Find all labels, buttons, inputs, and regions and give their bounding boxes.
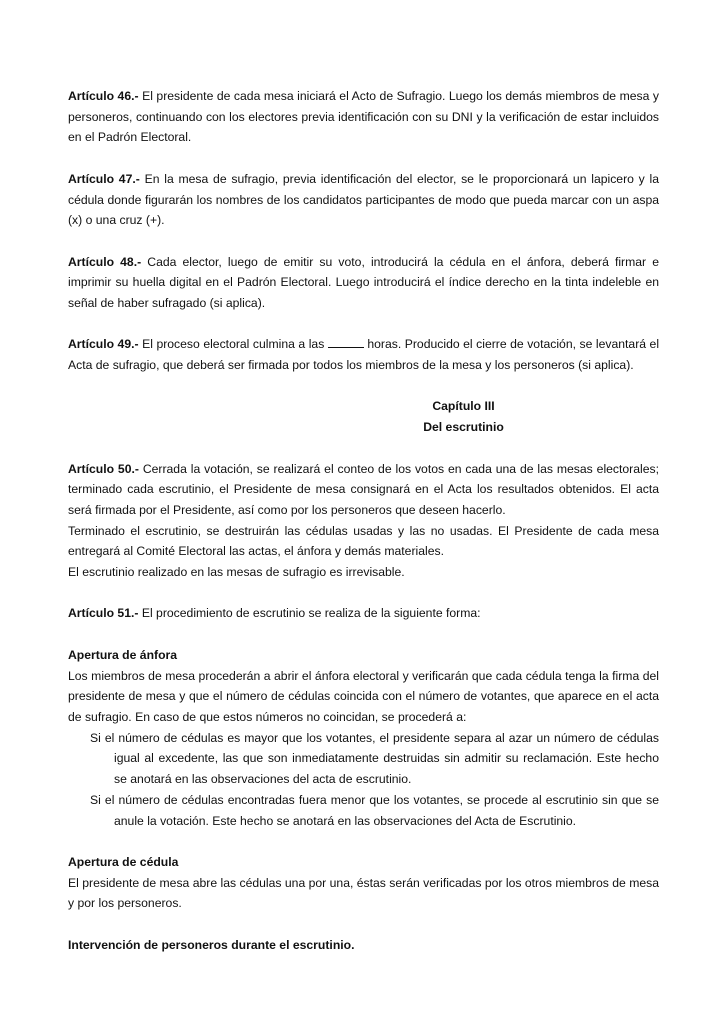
apertura-cedula-text: El presidente de mesa abre las cédulas una por una, éstas serán verificadas por los otros miembros de mesa y por los personeros. [68, 875, 659, 911]
apertura-anfora-bullet-1-text: Si el número de cédulas es mayor que los votantes, el presidente separa al azar un número de cédulas igual al excedente, las que son inmediatamente destruidas sin admitir su reclamación. Este hecho se anotará en las observaciones del acta de escrutinio. [90, 730, 659, 787]
apertura-cedula-heading: Apertura de cédula [68, 854, 179, 869]
chapter-title: Del escrutinio [423, 420, 504, 435]
article-50-line-3: El escrutinio realizado en las mesas de sufragio es irrevisable. [68, 565, 405, 580]
article-46-text: El presidente de cada mesa iniciará el Acto de Sufragio. Luego los demás miembros de mesa y personeros, continuando con los electores previa identificación con su DNI y la verificación de estar incluidos en el Padrón Electoral. [68, 89, 659, 145]
article-48-text: Cada elector, luego de emitir su voto, introducirá la cédula en el ánfora, deberá firmar e imprimir su huella digital en el Padrón Electoral. Luego introducirá el índice derecho en la tinta indeleble en señal de haber sufragado (si aplica). [68, 254, 659, 310]
article-50-label: Artículo 50.- [68, 461, 139, 476]
article-50-text-1: Cerrada la votación, se realizará el conteo de los votos en cada una de las mesas electorales; terminado cada escrutinio, el Presidente de mesa consignará en el Acta los resultados obtenidos. El acta será firmada por el Presidente, así como por los personeros que deseen hacerlo. [68, 461, 659, 517]
chapter-number: Capítulo III [432, 399, 495, 414]
article-47-text: En la mesa de sufragio, previa identificación del elector, se le proporcionará un lapicero y la cédula donde figurarán los nombres de los candidatos participantes de modo que pueda marcar con un aspa (x) o una cruz (+). [68, 171, 660, 228]
article-49 [68, 334, 659, 375]
article-51-label: Artículo 51.- [68, 606, 139, 621]
apertura-anfora-heading: Apertura de ánfora [68, 647, 178, 662]
apertura-anfora-bullet-1 [68, 728, 659, 790]
apertura-anfora-section [68, 645, 659, 831]
article-49-text-after: horas. Producido el cierre de votación, se levantará el Acta de sufragio, que deberá ser firmada por todos los miembros de la mesa y los personeros (si aplica). [68, 337, 660, 373]
time-blank-line [328, 335, 364, 348]
apertura-anfora-text: Los miembros de mesa procederán a abrir el ánfora electoral y verificarán que cada cédula tenga la firma del presidente de mesa y que el número de cédulas coincida con el número de votantes, que aparece en el acta de sufragio. En caso de que estos números no coincidan, se procederá a: [68, 668, 659, 724]
apertura-cedula-section [68, 852, 659, 914]
chapter-heading [68, 396, 659, 437]
article-46-label: Artículo 46.- [68, 89, 139, 103]
article-51-text: El procedimiento de escrutinio se realiza de la siguiente forma: [141, 606, 481, 621]
document-page [68, 86, 659, 955]
article-47 [68, 169, 659, 231]
article-48-label: Artículo 48.- [68, 254, 142, 269]
apertura-anfora-bullet-2-text: Si el número de cédulas encontradas fuera menor que los votantes, se procede al escrutinio sin que se anule la votación. Este hecho se anotará en las observaciones del Acta de Escrutinio. [90, 792, 659, 828]
article-47-label: Artículo 47.- [68, 171, 140, 186]
article-50-line-2: Terminado el escrutinio, se destruirán las cédulas usadas y las no usadas. El Presidente de cada mesa entregará al Comité Electoral las actas, el ánfora y demás materiales. [68, 523, 659, 559]
article-48 [68, 252, 659, 314]
article-50-line-1 [68, 459, 659, 521]
article-50 [68, 459, 659, 583]
article-46 [68, 86, 659, 148]
article-49-label: Artículo 49.- [68, 337, 139, 352]
article-49-text-before: El proceso electoral culmina a las [142, 337, 325, 352]
article-51 [68, 603, 659, 624]
intervencion-heading: Intervención de personeros durante el escrutinio. [68, 937, 355, 952]
apertura-anfora-bullet-2 [68, 790, 659, 831]
